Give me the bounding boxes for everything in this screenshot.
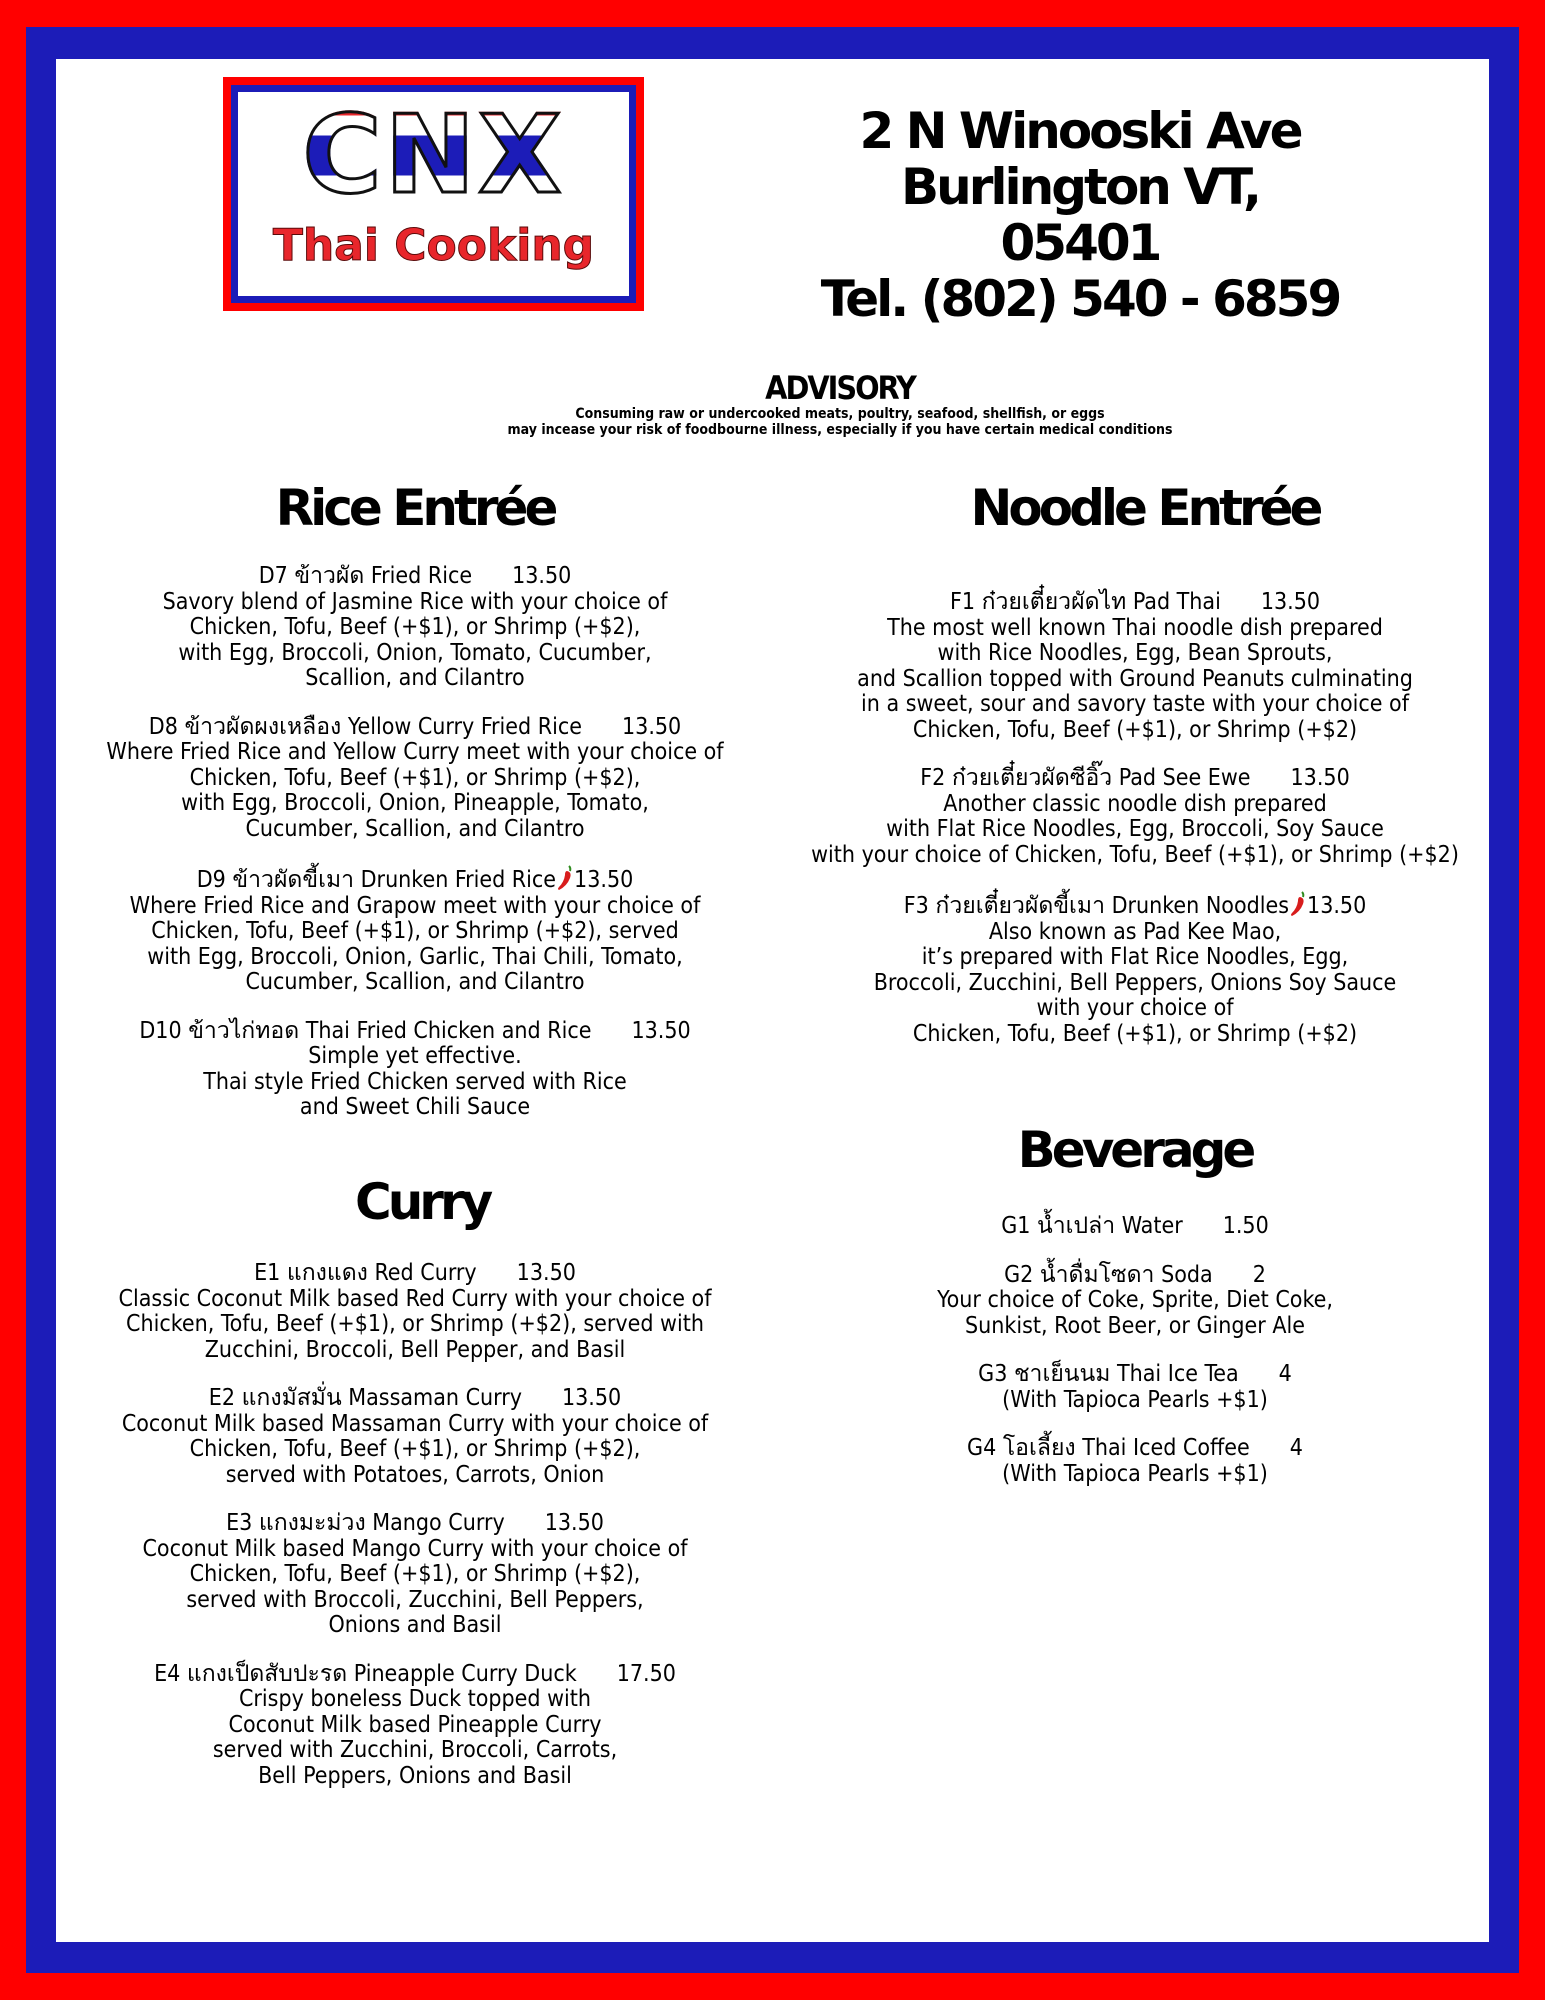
item-description-line: (With Tapioca Pearls +$1): [1002, 1386, 1268, 1413]
item-name: Fried Rice: [370, 563, 473, 589]
menu-item: [850, 1263, 1420, 1340]
menu-item: [850, 1362, 1420, 1413]
item-name: Pad Thai: [1132, 589, 1221, 615]
menu-item-header: [95, 1386, 735, 1412]
item-thai-name: ก๋วยเตี๋ยวผัดซีอิ๊ว: [951, 765, 1113, 791]
chili-pepper-icon: [1289, 891, 1307, 917]
menu-item-header: [95, 715, 735, 741]
item-thai-name: ก๋วยเตี๋ยวผัดไท: [981, 589, 1127, 615]
item-name: Pineapple Curry Duck: [353, 1660, 577, 1687]
item-thai-name: แกงเป็ดสับปะรด: [186, 1660, 348, 1687]
item-code: F3: [903, 893, 929, 919]
item-description-line: Chicken, Tofu, Beef (+$1), or Shrimp (+$2): [912, 716, 1358, 743]
item-description-line: Chicken, Tofu, Beef (+$1), or Shrimp (+$2),: [189, 614, 641, 640]
item-price: 13.50: [1307, 893, 1367, 919]
section-title-beverage: Beverage: [1017, 1121, 1253, 1179]
item-thai-name: ชาเย็นนม: [1013, 1361, 1111, 1387]
item-description-line: Your choice of Coke, Sprite, Diet Coke,: [937, 1287, 1333, 1313]
item-description-line: (With Tapioca Pearls +$1): [1002, 1460, 1268, 1487]
item-code: D10: [139, 1017, 182, 1044]
item-code: E3: [226, 1510, 253, 1536]
menu-item-header: [790, 590, 1480, 616]
item-description-line: Scallion, and Cilantro: [305, 665, 525, 691]
menu-item-header: [790, 891, 1480, 920]
section-title-curry: Curry: [355, 1173, 490, 1231]
item-description-line: Sunkist, Root Beer, or Ginger Ale: [965, 1312, 1305, 1339]
item-price: 13.50: [561, 1385, 622, 1411]
city: Burlington VT, 05401: [901, 158, 1259, 272]
item-name: Soda: [1161, 1261, 1213, 1288]
menu-item-header: [95, 865, 735, 894]
item-price: 13.50: [544, 1510, 604, 1536]
item-code: E4: [154, 1660, 181, 1687]
item-price: 13.50: [1260, 589, 1321, 615]
item-description-line: Chicken, Tofu, Beef (+$1), or Shrimp (+$2),: [189, 1436, 641, 1462]
menu-item-header: [95, 1662, 735, 1688]
section-title-noodle: Noodle Entrée: [970, 479, 1320, 537]
menu-item: [95, 865, 735, 996]
item-description-line: The most well known Thai noodle dish prepared: [887, 614, 1383, 641]
item-description-line: Crispy boneless Duck topped with: [238, 1686, 592, 1712]
menu-item: [95, 715, 735, 843]
item-description-line: Coconut Milk based Mango Curry with your choice of: [142, 1535, 688, 1562]
item-name: Red Curry: [374, 1260, 477, 1286]
item-thai-name: แกงมัสมั่น: [241, 1385, 342, 1411]
item-description-line: and Sweet Chili Sauce: [299, 1094, 531, 1120]
menu-item: [95, 1511, 735, 1639]
menu-item-header: [850, 1263, 1420, 1289]
item-thai-name: ข้าวไก่ทอด: [188, 1017, 300, 1044]
item-thai-name: โอเลี้ยง: [1002, 1435, 1076, 1461]
item-name: Thai Ice Tea: [1117, 1361, 1239, 1387]
item-description-line: Thai style Fried Chicken served with Rice: [203, 1068, 627, 1095]
item-thai-name: แกงมะม่วง: [258, 1510, 366, 1536]
item-description-line: with your choice of: [1036, 995, 1234, 1021]
item-description-line: served with Potatoes, Carrots, Onion: [225, 1461, 605, 1488]
rice-menu: [95, 564, 735, 1144]
item-description-line: Cucumber, Scallion, and Cilantro: [245, 815, 585, 842]
beverage-menu: [850, 1214, 1420, 1510]
item-description-line: and Scallion topped with Ground Peanuts culminating: [857, 665, 1413, 692]
item-description-line: Also known as Pad Kee Mao,: [988, 918, 1282, 945]
item-thai-name: แกงแดง: [286, 1260, 368, 1286]
item-code: G1: [1001, 1213, 1031, 1239]
item-code: D9: [196, 867, 226, 893]
menu-item-header: [95, 1261, 735, 1287]
item-price: 13.50: [631, 1017, 691, 1044]
item-description-line: served with Zucchini, Broccoli, Carrots,: [212, 1737, 618, 1763]
curry-menu: [95, 1261, 735, 1812]
menu-item: [95, 564, 735, 692]
item-name: Drunken Noodles: [1111, 893, 1290, 919]
item-description-line: Broccoli, Zucchini, Bell Peppers, Onions Soy Sauce: [873, 969, 1397, 996]
item-price: 4: [1289, 1435, 1303, 1461]
item-description-line: in a sweet, sour and savory taste with your choice of: [861, 691, 1409, 717]
item-name: Massaman Curry: [348, 1385, 522, 1411]
item-thai-name: ก๋วยเตี๋ยวผัดขี้เมา: [935, 893, 1105, 919]
item-description-line: Another classic noodle dish prepared: [943, 790, 1327, 817]
street: 2 N Winooski Ave: [859, 102, 1301, 160]
item-thai-name: ข้าวผัดผงเหลือง: [184, 713, 342, 740]
item-name: Pad See Ewe: [1118, 765, 1251, 791]
item-price: 17.50: [616, 1660, 676, 1687]
item-description-line: Coconut Milk based Massaman Curry with your choice of: [121, 1410, 709, 1437]
noodle-menu: [790, 590, 1480, 1070]
item-thai-name: ข้าวผัดขี้เมา: [232, 867, 355, 893]
item-thai-name: น้ำดื่มโซดา: [1039, 1261, 1155, 1288]
item-code: D8: [148, 713, 178, 740]
item-description-line: Coconut Milk based Pineapple Curry: [228, 1711, 602, 1738]
item-thai-name: น้ำเปล่า: [1037, 1213, 1116, 1239]
phone: Tel. (802) 540 - 6859: [820, 270, 1340, 328]
logo-brand: CNX: [302, 93, 565, 218]
menu-item: [95, 1662, 735, 1790]
item-description-line: Zucchini, Broccoli, Bell Pepper, and Basil: [204, 1336, 626, 1363]
item-price: 2: [1252, 1261, 1266, 1288]
item-code: D7: [258, 563, 288, 589]
menu-item-header: [850, 1362, 1420, 1388]
item-price: 13.50: [512, 563, 572, 589]
menu-item-header: [850, 1436, 1420, 1462]
menu-item-header: [850, 1214, 1420, 1240]
item-name: Yellow Curry Fried Rice: [347, 713, 582, 740]
item-description-line: with Egg, Broccoli, Onion, Tomato, Cucumber,: [178, 639, 652, 666]
menu-item-header: [95, 1019, 735, 1045]
item-description-line: Chicken, Tofu, Beef (+$1), or Shrimp (+$2), served with: [126, 1311, 704, 1337]
item-code: E2: [208, 1385, 236, 1411]
item-description-line: with your choice of Chicken, Tofu, Beef (+$1), or Shrimp (+$2): [811, 841, 1459, 868]
advisory: [300, 370, 1380, 438]
menu-item: [790, 590, 1480, 743]
item-description-line: it’s prepared with Flat Rice Noodles, Egg,: [921, 944, 1349, 970]
advisory-line: may incease your risk of foodbourne illness, especially if you have certain medical conditions: [507, 422, 1173, 438]
item-code: F1: [949, 589, 976, 615]
item-price: 13.50: [1290, 765, 1350, 791]
item-thai-name: ข้าวผัด: [294, 563, 365, 589]
item-description-line: Where Fried Rice and Grapow meet with your choice of: [129, 892, 701, 919]
item-code: G2: [1004, 1261, 1034, 1288]
item-description-line: with Egg, Broccoli, Onion, Pineapple, Tomato,: [181, 790, 649, 816]
item-code: E1: [254, 1260, 281, 1286]
item-description-line: Chicken, Tofu, Beef (+$1), or Shrimp (+$2), served: [151, 918, 679, 944]
menu-item-header: [95, 1511, 735, 1537]
item-description-line: with Egg, Broccoli, Onion, Garlic, Thai Chili, Tomato,: [147, 943, 683, 970]
item-name: Thai Iced Coffee: [1082, 1435, 1250, 1461]
item-description-line: Savory blend of Jasmine Rice with your choice of: [162, 588, 668, 615]
menu-item: [95, 1386, 735, 1488]
item-price: 1.50: [1222, 1213, 1269, 1239]
item-code: G3: [978, 1361, 1008, 1387]
item-description-line: Where Fried Rice and Yellow Curry meet with your choice of: [106, 739, 724, 765]
item-name: Thai Fried Chicken and Rice: [305, 1017, 592, 1044]
item-description-line: with Flat Rice Noodles, Egg, Broccoli, Soy Sauce: [886, 816, 1384, 842]
item-name: Mango Curry: [372, 1510, 505, 1536]
logo-subtitle: Thai Cooking: [272, 220, 595, 271]
menu-item-header: [95, 564, 735, 590]
chili-pepper-icon: [556, 865, 574, 891]
item-description-line: Onions and Basil: [328, 1612, 502, 1638]
item-price: 4: [1278, 1361, 1292, 1387]
item-description-line: Chicken, Tofu, Beef (+$1), or Shrimp (+$2),: [189, 764, 641, 791]
menu-item: [95, 1019, 735, 1121]
item-description-line: Chicken, Tofu, Beef (+$1), or Shrimp (+$2): [912, 1020, 1358, 1047]
item-name: Drunken Fried Rice: [360, 867, 557, 893]
item-price: 13.50: [622, 713, 682, 740]
section-title-rice: Rice Entrée: [275, 479, 555, 537]
advisory-title: ADVISORY: [765, 369, 915, 407]
menu-item: [790, 891, 1480, 1047]
advisory-line: Consuming raw or undercooked meats, poultry, seafood, shellfish, or eggs: [575, 406, 1105, 422]
address-block: [820, 103, 1340, 327]
item-code: F2: [920, 765, 946, 791]
item-description-line: Cucumber, Scallion, and Cilantro: [245, 969, 585, 995]
item-name: Water: [1121, 1213, 1183, 1239]
item-description-line: with Rice Noodles, Egg, Bean Sprouts,: [937, 640, 1333, 666]
item-description-line: Bell Peppers, Onions and Basil: [258, 1762, 572, 1789]
item-code: G4: [967, 1435, 997, 1461]
menu-item-header: [790, 766, 1480, 792]
item-description-line: Classic Coconut Milk based Red Curry with your choice of: [118, 1285, 712, 1312]
menu-item: [850, 1436, 1420, 1487]
menu-item: [95, 1261, 735, 1363]
item-description-line: served with Broccoli, Zucchini, Bell Peppers,: [186, 1586, 644, 1613]
menu-item: [850, 1214, 1420, 1240]
item-description-line: Chicken, Tofu, Beef (+$1), or Shrimp (+$2),: [189, 1561, 641, 1587]
item-price: 13.50: [574, 867, 634, 893]
item-description-line: Simple yet effective.: [308, 1043, 522, 1069]
item-price: 13.50: [516, 1260, 576, 1286]
menu-item: [790, 766, 1480, 868]
